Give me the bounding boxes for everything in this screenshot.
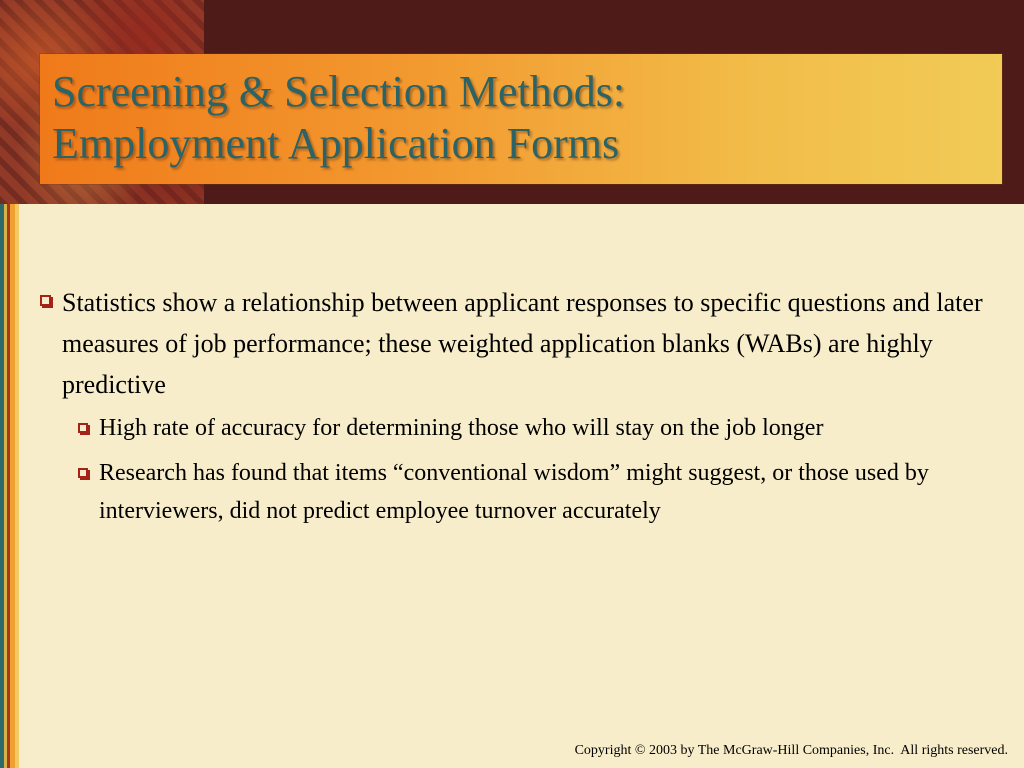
sub-bullet-text: High rate of accuracy for determining those who will stay on the job longer (99, 415, 824, 441)
slide-title-line-2: Employment Application Forms (52, 119, 620, 168)
sub-bullet-text: Research has found that items “conventional wisdom” might suggest, or those used by interviewers, did not predict employee turnover accurately (99, 460, 929, 524)
header-band (0, 0, 1024, 204)
sub-bullet-list (38, 409, 998, 530)
slide-content (38, 282, 998, 537)
hollow-square-bullet-icon (40, 295, 51, 306)
sub-bullet-item (76, 454, 998, 530)
hollow-square-bullet-icon (78, 468, 88, 478)
hollow-square-bullet-icon (78, 423, 88, 433)
left-decorative-stripes (0, 204, 22, 768)
copyright-footer: Copyright © 2003 by The McGraw-Hill Companies, Inc. All rights reserved. (574, 743, 1008, 758)
slide-title (52, 66, 625, 170)
title-box (40, 54, 1002, 184)
slide-title-line-1: Screening & Selection Methods: (52, 67, 626, 116)
sub-bullet-item (76, 409, 998, 447)
bullet-text: Statistics show a relationship between applicant responses to specific questions and later measures of job performance; these weighted application blanks (WABs) are highly predictive (62, 288, 983, 399)
bullet-item (38, 282, 998, 405)
